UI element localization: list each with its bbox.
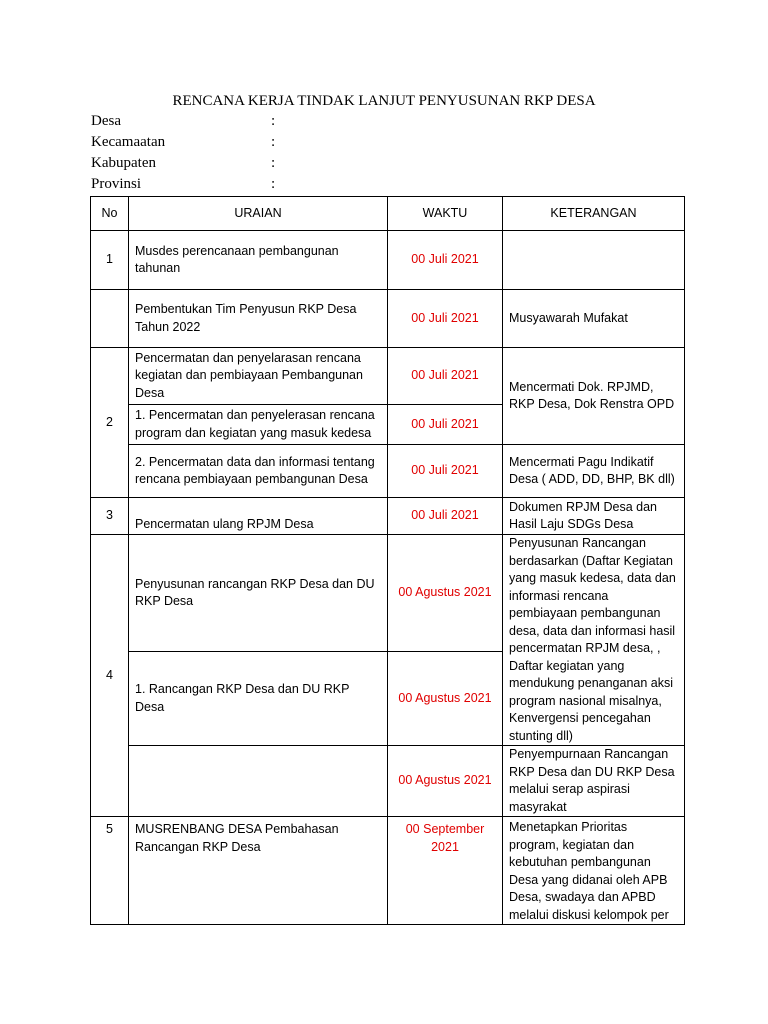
header-no: No: [91, 197, 129, 231]
table-row: [91, 231, 685, 290]
meta-label: Provinsi: [91, 176, 142, 192]
meta-label: Kabupaten: [91, 155, 156, 171]
row-keterangan: [503, 231, 685, 290]
row-uraian: Pencermatan dan penyelarasan rencana kegiatan dan pembiayaan Pembangunan Desa: [129, 348, 388, 405]
row-uraian: Penyusunan rancangan RKP Desa dan DU RKP Desa: [129, 535, 388, 652]
row-no: 3: [91, 498, 129, 535]
table-row: [91, 348, 685, 405]
row-no: 5: [91, 817, 129, 925]
row-waktu: 00 Agustus 2021: [388, 535, 503, 652]
document-title: RENCANA KERJA TINDAK LANJUT PENYUSUNAN RKP DESA: [172, 93, 596, 109]
row-keterangan: Mencermati Dok. RPJMD, RKP Desa, Dok Renstra OPD: [503, 348, 685, 445]
row-uraian: [129, 746, 388, 817]
row-keterangan: Mencermati Pagu Indikatif Desa ( ADD, DD, BHP, BK dll): [503, 445, 685, 498]
header-uraian: URAIAN: [129, 197, 388, 231]
meta-desa: [91, 113, 276, 130]
meta-label: Desa: [91, 113, 121, 129]
row-uraian: 1. Pencermatan dan penyelerasan rencana program dan kegiatan yang masuk kedesa: [129, 405, 388, 445]
header-waktu: WAKTU: [388, 197, 503, 231]
row-uraian: MUSRENBANG DESA Pembahasan Rancangan RKP Desa: [129, 817, 388, 925]
row-waktu: 00 Juli 2021: [388, 290, 503, 348]
table-row: [91, 445, 685, 498]
row-keterangan: Penyusunan Rancangan berdasarkan (Daftar Kegiatan yang masuk kedesa, data dan informasi rencana pembiayaan pembangunan desa, data dan informasi hasil pencermatan RPJM desa, , Daftar kegiatan yang mendukung penanganan aksi program nasional misalnya, Kenvergensi pencegahan stunting dll): [503, 535, 685, 746]
meta-colon: :: [271, 176, 276, 192]
row-waktu: 00 Juli 2021: [388, 348, 503, 405]
row-waktu: 00 Agustus 2021: [388, 652, 503, 746]
row-waktu: 00 Juli 2021: [388, 405, 503, 445]
meta-label: Kecamaatan: [91, 134, 166, 150]
meta-provinsi: [91, 176, 276, 193]
row-uraian: Musdes perencanaan pembangunan tahunan: [129, 231, 388, 290]
row-waktu: 00 September 2021: [388, 817, 503, 925]
table-row: [91, 535, 685, 652]
row-waktu: 00 Juli 2021: [388, 445, 503, 498]
row-uraian: Pencermatan ulang RPJM Desa: [129, 498, 388, 535]
table-row: [91, 817, 685, 925]
table-row: [91, 290, 685, 348]
row-no: 1: [91, 231, 129, 290]
meta-kabupaten: [91, 155, 276, 172]
row-waktu: 00 Agustus 2021: [388, 746, 503, 817]
table-row: [91, 746, 685, 817]
meta-colon: :: [271, 113, 276, 129]
row-waktu: 00 Juli 2021: [388, 498, 503, 535]
meta-colon: :: [271, 155, 276, 171]
row-no: 4: [91, 535, 129, 817]
row-keterangan: Dokumen RPJM Desa dan Hasil Laju SDGs Desa: [503, 498, 685, 535]
row-keterangan: Menetapkan Prioritas program, kegiatan dan kebutuhan pembangunan Desa yang didanai oleh APB Desa, swadaya dan APBD melalui diskusi kelompok per: [503, 817, 685, 925]
header-keterangan: KETERANGAN: [503, 197, 685, 231]
table-header-row: [91, 197, 685, 231]
row-uraian: 1. Rancangan RKP Desa dan DU RKP Desa: [129, 652, 388, 746]
meta-kecamatan: [91, 134, 276, 151]
row-keterangan: Musyawarah Mufakat: [503, 290, 685, 348]
row-no: 2: [91, 348, 129, 498]
table-row: [91, 498, 685, 535]
row-uraian: 2. Pencermatan data dan informasi tentang rencana pembiayaan pembangunan Desa: [129, 445, 388, 498]
row-uraian: Pembentukan Tim Penyusun RKP Desa Tahun 2022: [129, 290, 388, 348]
row-waktu: 00 Juli 2021: [388, 231, 503, 290]
row-keterangan: Penyempurnaan Rancangan RKP Desa dan DU RKP Desa melalui serap aspirasi masyrakat: [503, 746, 685, 817]
meta-colon: :: [271, 134, 276, 150]
row-no: [91, 290, 129, 348]
work-plan-table: [90, 196, 685, 925]
